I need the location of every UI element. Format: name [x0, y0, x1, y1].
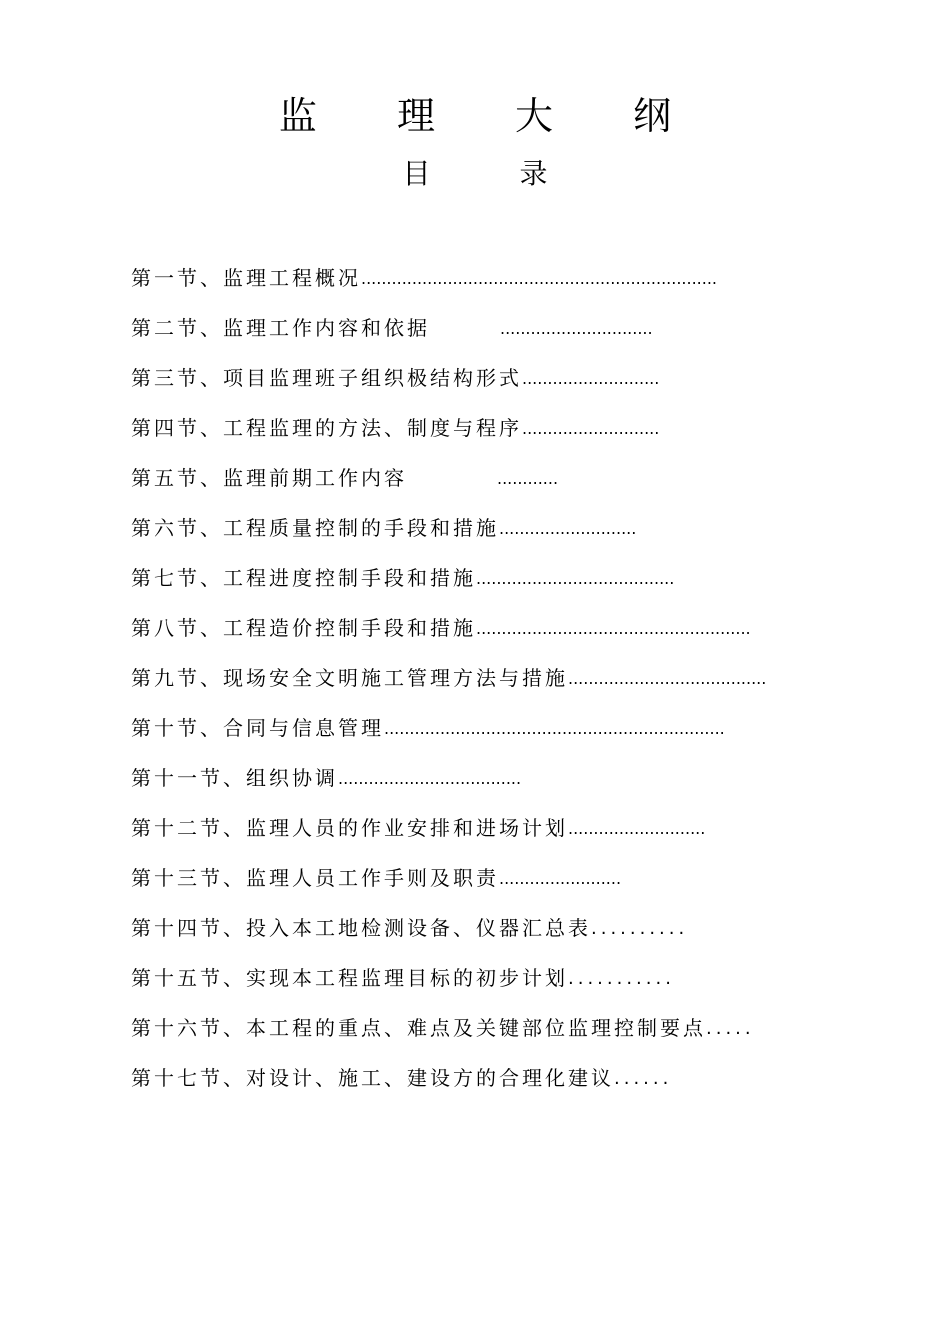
toc-entry [131, 912, 831, 962]
toc-entry-leader-dots: ....................................... [476, 569, 675, 588]
toc-entry-label: 第六节、工程质量控制的手段和措施 [131, 516, 499, 540]
toc-entry [131, 962, 831, 1012]
toc-entry [131, 362, 831, 412]
toc-entry [131, 562, 831, 612]
toc-entry [131, 412, 831, 462]
toc-entry-leader-dots: ................................................................... [384, 719, 725, 738]
toc-entry [131, 512, 831, 562]
toc-entry-label: 第三节、项目监理班子组织极结构形式 [131, 366, 522, 390]
toc-entry-leader-dots: ........... [568, 968, 675, 989]
toc-entry [131, 1012, 831, 1062]
toc-entry [131, 812, 831, 862]
toc-entry [131, 462, 831, 512]
toc-entry-label: 第十节、合同与信息管理 [131, 716, 384, 740]
toc-entry-label: 第十七节、对设计、施工、建设方的合理化建议 [131, 1066, 614, 1090]
toc-entry-label: 第十五节、实现本工程监理目标的初步计划 [131, 966, 568, 990]
toc-entry-leader-dots: ....................................... [568, 669, 767, 688]
toc-entry-label: 第一节、监理工程概况 [131, 266, 361, 290]
toc-entry-label: 第二节、监理工作内容和依据 [131, 316, 430, 340]
toc-entry [131, 862, 831, 912]
toc-entry-leader-dots: .................................... [338, 769, 522, 788]
toc-entry-leader-dots: ........................ [499, 869, 622, 888]
toc-entry-label: 第十六节、本工程的重点、难点及关键部位监理控制要点 [131, 1016, 706, 1040]
toc-entry-leader-dots: ..... [706, 1018, 755, 1039]
document-title: 监 理 大 纲 [278, 94, 706, 138]
toc-entry-label: 第八节、工程造价控制手段和措施 [131, 616, 476, 640]
toc-entry-label: 第十四节、投入本工地检测设备、仪器汇总表 [131, 916, 591, 940]
toc-entry [131, 762, 831, 812]
toc-entry-label: 第十一节、组织协调 [131, 766, 338, 790]
toc-entry-leader-dots: ........................... [499, 519, 637, 538]
toc-entry-leader-dots: .............................. [500, 319, 653, 338]
toc-entry-leader-dots: ........................... [522, 419, 660, 438]
toc-entry [131, 712, 831, 762]
toc-entry-leader-dots: .......... [591, 918, 689, 939]
toc-entry-leader-dots: ........................... [568, 819, 706, 838]
toc-entry [131, 312, 831, 362]
toc-entry [131, 1062, 831, 1112]
toc-entry-leader-dots: ...... [614, 1068, 673, 1089]
toc-entry-leader-dots: ...................................................... [476, 619, 751, 638]
toc-entry [131, 262, 831, 312]
toc-entry-label: 第七节、工程进度控制手段和措施 [131, 566, 476, 590]
toc-entry-leader-dots: ...................................................................... [361, 269, 718, 288]
toc-entry [131, 612, 831, 662]
toc-entry-label: 第九节、现场安全文明施工管理方法与措施 [131, 666, 568, 690]
toc-entry-label: 第十三节、监理人员工作手则及职责 [131, 866, 499, 890]
toc-entry-leader-dots: ........................... [522, 369, 660, 388]
toc-heading: 目 录 [402, 157, 588, 190]
toc-entry-leader-dots: ............ [497, 469, 559, 488]
toc-entry-label: 第四节、工程监理的方法、制度与程序 [131, 416, 522, 440]
toc-entry [131, 662, 831, 712]
toc-entry-label: 第十二节、监理人员的作业安排和进场计划 [131, 816, 568, 840]
table-of-contents [131, 262, 831, 1112]
toc-entry-label: 第五节、监理前期工作内容 [131, 466, 407, 490]
